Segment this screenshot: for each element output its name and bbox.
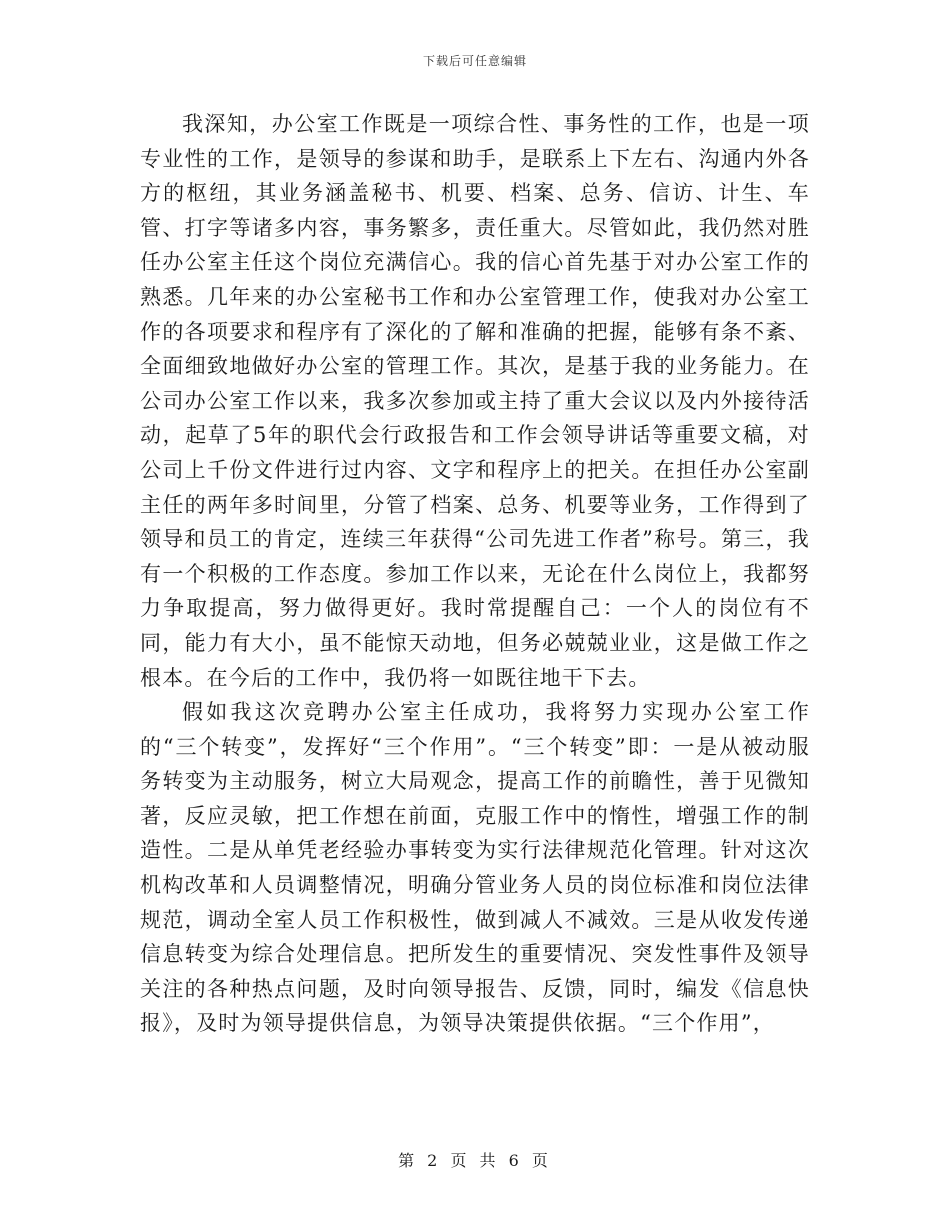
paragraph-plans: 假如我这次竞聘办公室主任成功，我将努力实现办公室工作的“三个转变”，发挥好“三个作用”。“三个转变”即：一是从被动服务转变为主动服务，树立大局观念，提高工作的前瞻性，善于见微知著，反应灵敏，把工作想在前面，克服工作中的惰性，增强工作的制造性。二是从单凭老经验办事转变为实行法律规范化管理。针对这次机构改革和人员调整情况，明确分管业务人员的岗位标准和岗位法律规范，调动全室人员工作积极性，做到减人不减效。三是从收发传递信息转变为综合处理信息。把所发生的重要情况、突发性事件及领导关注的各种热点问题，及时向领导报告、反馈，同时，编发《信息快报》，及时为领导提供信息，为领导决策提供依据。“三个作用”， <box>140 700 810 1036</box>
paragraph-qualifications: 我深知，办公室工作既是一项综合性、事务性的工作，也是一项专业性的工作，是领导的参谋和助手，是联系上下左右、沟通内外各方的枢纽，其业务涵盖秘书、机要、档案、总务、信访、计生、车管、打字等诸多内容，事务繁多，责任重大。尽管如此，我仍然对胜任办公室主任这个岗位充满信心。我的信心首先基于对办公室工作的熟悉。几年来的办公室秘书工作和办公室管理工作，使我对办公室工作的各项要求和程序有了深化的了解和准确的把握，能够有条不紊、全面细致地做好办公室的管理工作。其次，是基于我的业务能力。在公司办公室工作以来，我多次参加或主持了重大会议以及内外接待活动，起草了5年的职代会行政报告和工作会领导讲话等重要文稿，对公司上千份文件进行过内容、文字和程序上的把关。在担任办公室副主任的两年多时间里，分管了档案、总务、机要等业务，工作得到了领导和员工的肯定，连续三年获得“公司先进工作者”称号。第三，我有一个积极的工作态度。参加工作以来，无论在什么岗位上，我都努力争取提高，努力做得更好。我时常提醒自己：一个人的岗位有不同，能力有大小，虽不能惊天动地，但务必兢兢业业，这是做工作之根本。在今后的工作中，我仍将一如既往地干下去。 <box>140 112 810 690</box>
page-number-footer: 第 2 页 共 6 页 <box>398 1151 552 1170</box>
page-header: 下载后可任意编辑 <box>422 54 527 68</box>
document-body <box>140 107 810 1041</box>
